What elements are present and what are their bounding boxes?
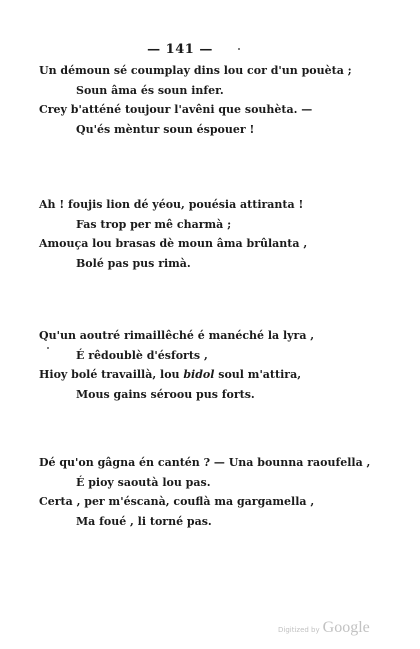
stanza-3 bbox=[39, 326, 369, 404]
verse-line: Ah ! foujis lion dé yéou, pouésia attiranta ! bbox=[39, 198, 304, 211]
verse-line: Dé qu'on gâgna én cantén ? — Una bounna raoufella , bbox=[39, 456, 371, 469]
verse-line: Mous gains séroou pus forts. bbox=[76, 387, 255, 401]
verse-line: Bolé pas pus rimà. bbox=[76, 256, 191, 270]
google-logo: Google bbox=[322, 619, 370, 636]
verse-line: Fas trop per mê charmà ; bbox=[76, 217, 232, 231]
verse-line: Certa , per m'éscanà, couflà ma gargamella , bbox=[39, 495, 315, 508]
verse-line: Crey b'atténé toujour l'avêni que souhèta. — bbox=[39, 103, 313, 116]
verse-line-end: soul m'attira, bbox=[214, 368, 302, 381]
verse-line: Ma foué , li torné pas. bbox=[76, 514, 212, 528]
watermark-prefix: Digitized by bbox=[278, 626, 320, 634]
ink-speck bbox=[47, 347, 49, 349]
google-watermark bbox=[278, 619, 370, 637]
verse-line: Soun âma és soun infer. bbox=[76, 83, 224, 97]
verse-line: Qu'un aoutré rimaillêché é manéché la lyra , bbox=[39, 329, 315, 342]
stanza-1 bbox=[39, 61, 369, 139]
verse-line: Qu'és mèntur soun éspouer ! bbox=[76, 122, 255, 136]
stanza-4 bbox=[39, 453, 369, 531]
verse-line: Amouça lou brasas dè moun âma brûlanta , bbox=[39, 237, 308, 250]
verse-line-start: Hioy bolé travaillà, lou bbox=[39, 368, 184, 381]
ink-speck bbox=[238, 48, 240, 50]
verse-line bbox=[39, 365, 369, 385]
page-number: — 141 — bbox=[147, 42, 213, 57]
stanza-2 bbox=[39, 195, 369, 273]
verse-line: É rêdoublè d'ésforts , bbox=[76, 348, 208, 362]
italic-word: bidol bbox=[183, 368, 215, 381]
verse-line: É pioy saoutà lou pas. bbox=[76, 475, 211, 489]
verse-line: Un démoun sé coumplay dins lou cor d'un pouèta ; bbox=[39, 64, 352, 77]
